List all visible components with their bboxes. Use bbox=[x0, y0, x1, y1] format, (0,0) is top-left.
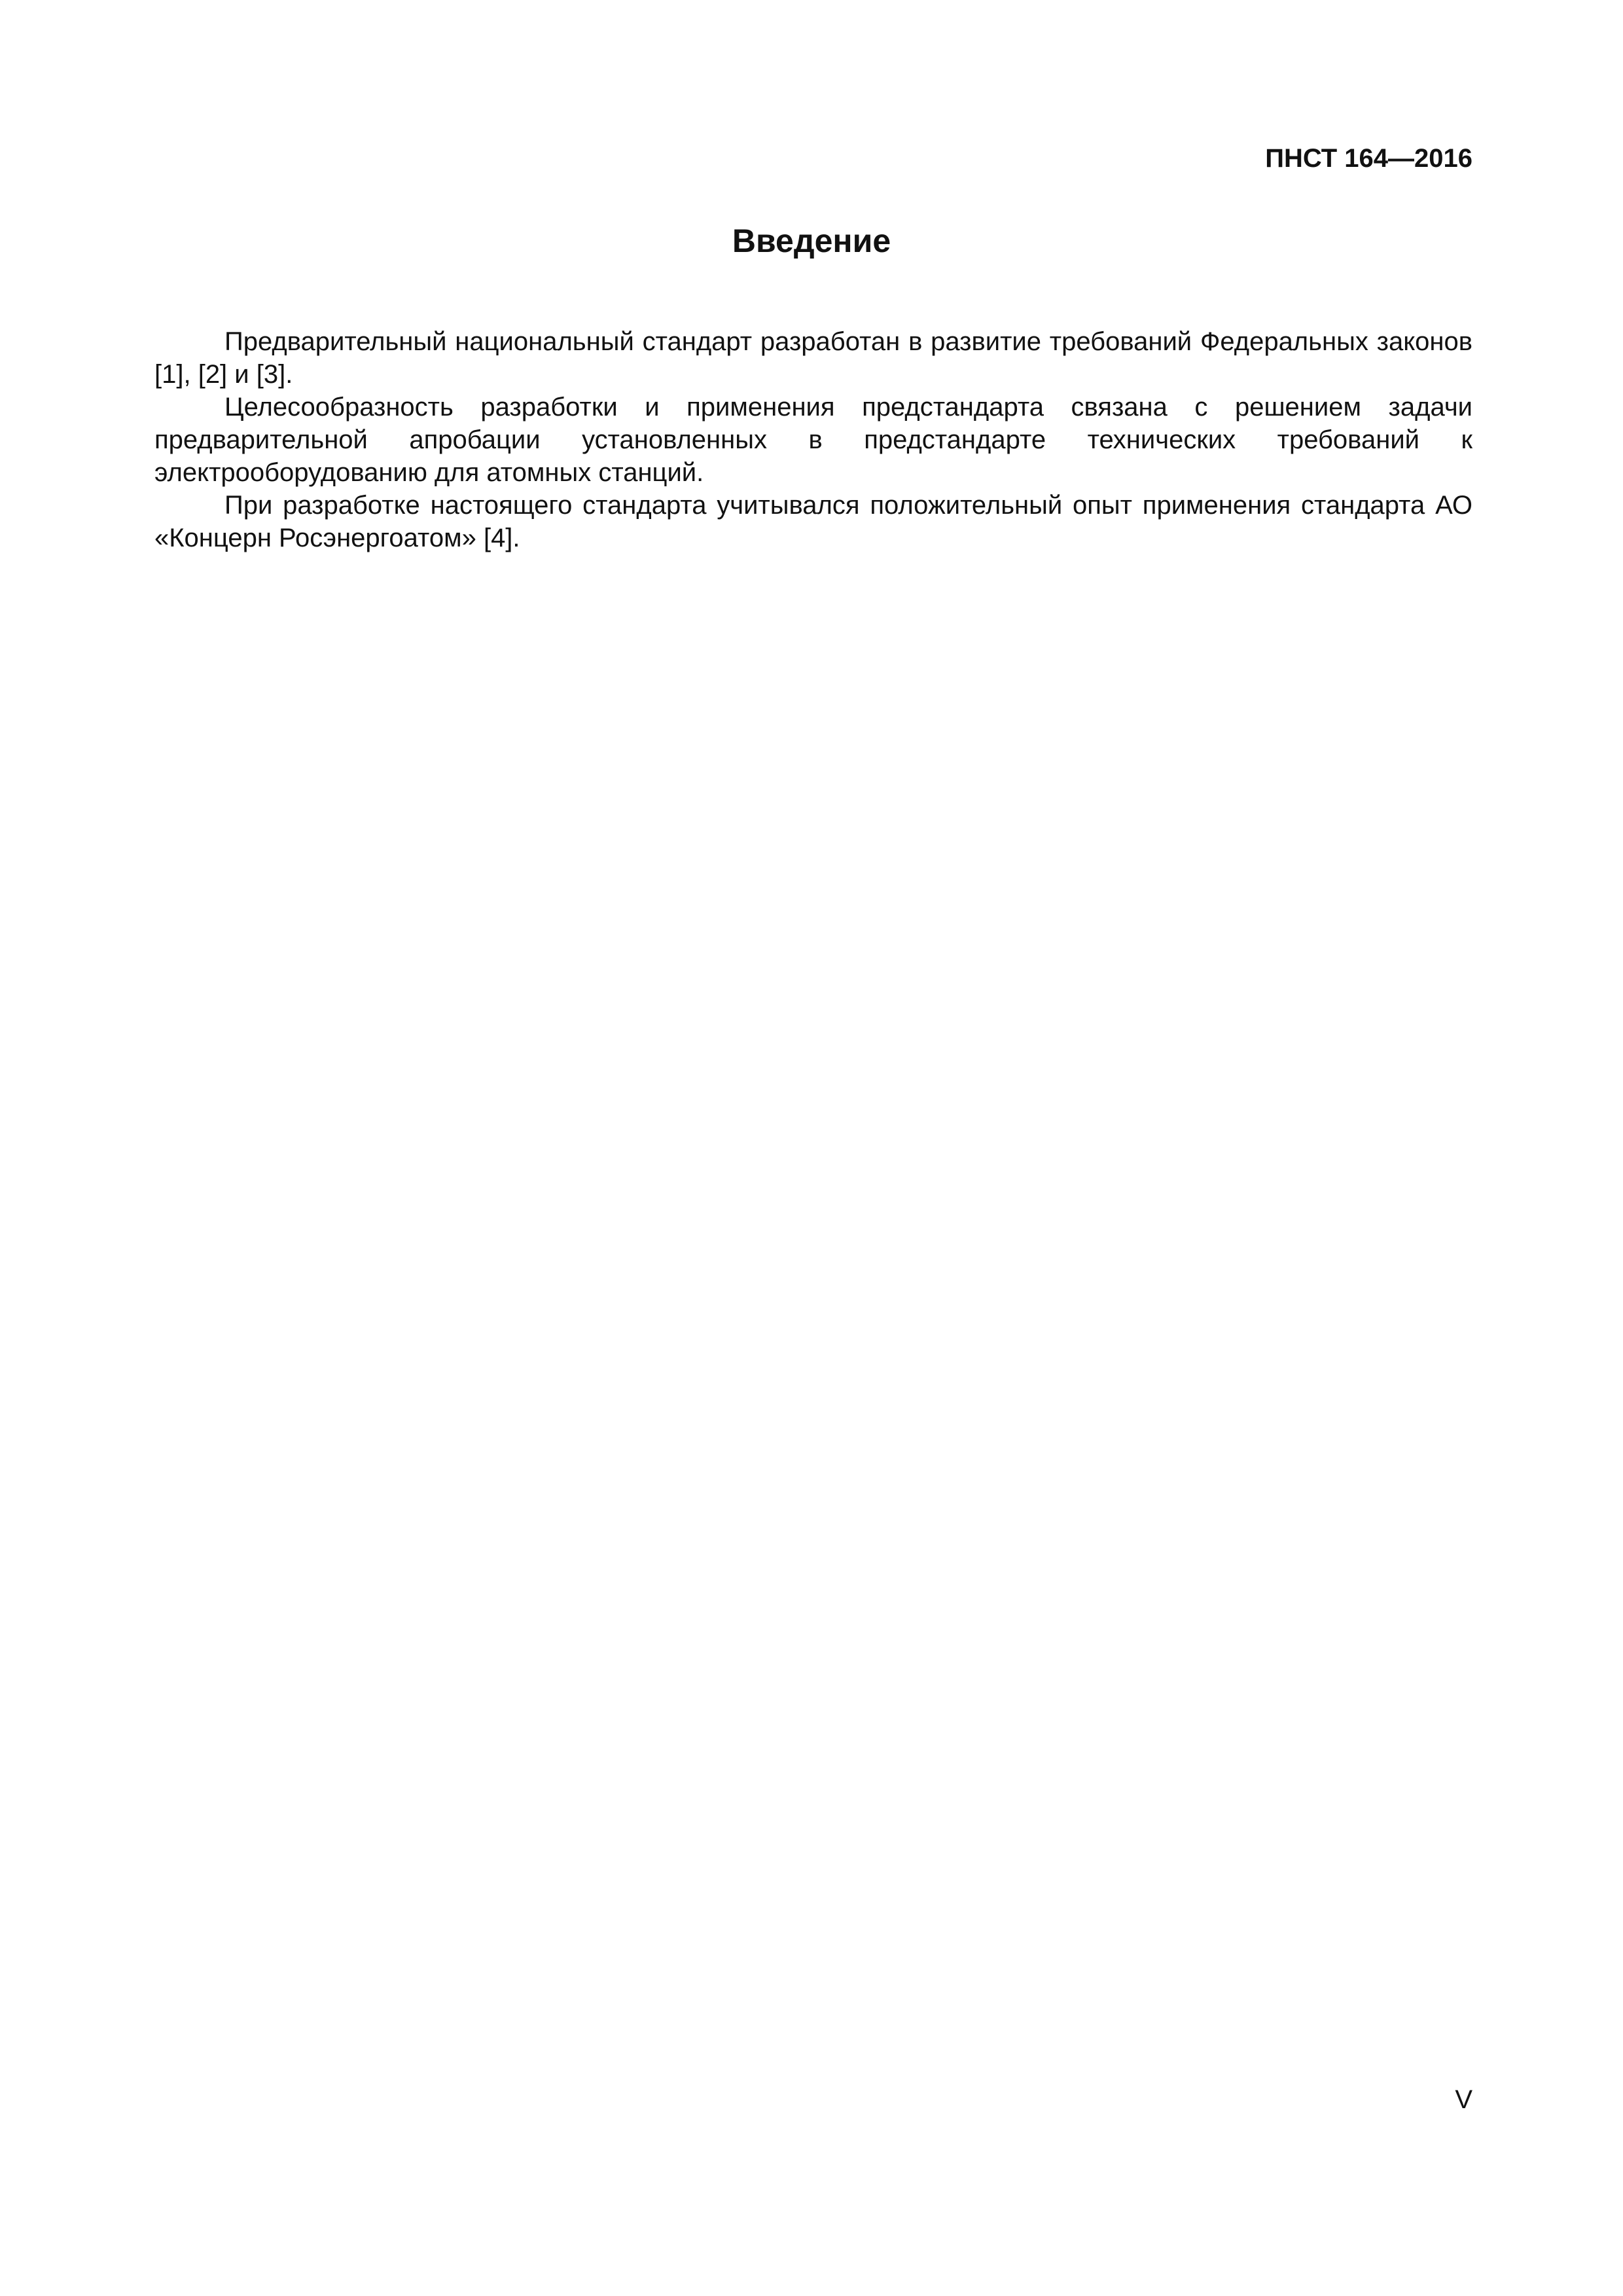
body-text bbox=[154, 325, 1472, 554]
paragraph-3: При разработке настоящего стандарта учитывался положительный опыт применения стандарта АО «Концерн Росэнергоатом» [4]. bbox=[154, 491, 1472, 552]
section-title: Введение bbox=[732, 223, 891, 259]
document-code: ПНСТ 164—2016 bbox=[1265, 144, 1472, 173]
page-number: V bbox=[1455, 2085, 1472, 2114]
paragraph-1: Предварительный национальный стандарт разработан в развитие требований Федеральных законов [1], [2] и [3]. bbox=[154, 327, 1472, 389]
paragraph-2: Целесообразность разработки и применения предстандарта связана с решением задачи предварительной апробации установленных в предстандарте технических требований к электрооборудованию для атомных станций. bbox=[154, 393, 1472, 487]
